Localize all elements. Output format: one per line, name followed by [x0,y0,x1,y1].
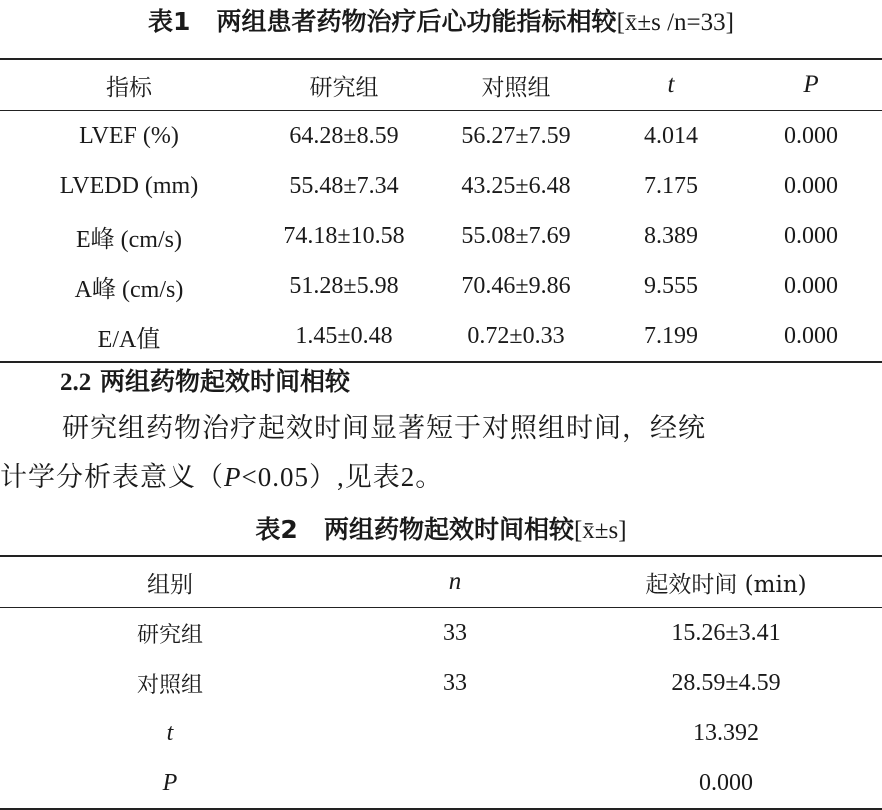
indicator-cell: E/A值 [97,326,161,353]
section-title: 两组药物起效时间相较 [99,367,350,396]
group-cell: 研究组 [136,621,203,647]
t-cell: 4.014 [644,122,698,149]
table1-header-row [0,59,882,111]
paragraph-line-1: 研究组药物治疗起效时间显著短于对照组时间，经统 [62,413,706,444]
study-cell: 1.45±0.48 [295,322,393,349]
study-cell: 74.18±10.58 [283,222,405,249]
control-cell: 43.25±6.48 [461,172,571,199]
p-cell: 0.000 [784,222,838,249]
control-cell: 56.27±7.59 [461,122,571,149]
table2-caption [0,510,882,550]
t-cell: 9.555 [644,272,698,299]
table2 [0,555,882,810]
table1-header-indicator: 指标 [0,59,258,111]
table2-caption-label: 表2 [255,515,298,544]
table1-caption-label: 表1 [148,7,191,36]
t-cell: 7.175 [644,172,698,199]
table-row [0,211,882,261]
empty-cell [340,758,570,809]
table-row [0,161,882,211]
paragraph-p-symbol: P [224,462,242,492]
table2-header-time: 起效时间 (min) [570,556,882,608]
n-cell: 33 [443,619,467,646]
p-cell: 0.000 [784,322,838,349]
study-cell: 51.28±5.98 [289,272,399,299]
paragraph-line-2 [0,453,882,502]
table1 [0,58,882,363]
n-cell: 33 [443,669,467,696]
table1-header-control: 对照组 [430,59,602,111]
table-row [0,311,882,362]
p-cell: 0.000 [784,272,838,299]
section-heading [60,362,350,398]
table1-caption-title: 两组患者药物治疗后心功能指标相较 [216,7,617,36]
section-number: 2.2 [60,369,92,396]
study-cell: 64.28±8.59 [289,122,399,149]
table2-caption-stat: [x̄±s] [573,517,627,544]
group-cell: 对照组 [136,671,203,697]
t-cell: 7.199 [644,322,698,349]
paragraph-line-2-b: <0.05）,见表2。 [241,462,444,492]
p-cell: 0.000 [784,122,838,149]
control-cell: 70.46±9.86 [461,272,571,299]
t-value-cell: 13.392 [693,719,759,746]
body-paragraph [0,405,882,502]
control-cell: 0.72±0.33 [467,322,565,349]
time-cell: 15.26±3.41 [671,619,781,646]
p-cell: 0.000 [784,172,838,199]
empty-cell [340,708,570,758]
table1-header-t: t [602,59,740,111]
table-row [0,758,882,809]
t-cell: 8.389 [644,222,698,249]
table-row [0,111,882,162]
table1-header-study: 研究组 [258,59,430,111]
indicator-cell: E峰 (cm/s) [76,226,182,253]
table2-caption-title: 两组药物起效时间相较 [323,515,574,544]
p-label-cell: P [162,769,178,796]
table-row [0,658,882,708]
indicator-cell: LVEDD (mm) [59,172,199,199]
study-cell: 55.48±7.34 [289,172,399,199]
t-label-cell: t [166,719,174,746]
time-cell: 28.59±4.59 [671,669,781,696]
table2-header-n: n [340,556,570,608]
p-value-cell: 0.000 [699,769,753,796]
table1-caption-stat: [x̄±s /n=33] [616,9,734,36]
control-cell: 55.08±7.69 [461,222,571,249]
table-row [0,261,882,311]
table1-caption [0,2,882,42]
indicator-cell: LVEF (%) [79,122,179,149]
table-row [0,608,882,659]
table-row [0,708,882,758]
table2-header-group: 组别 [0,556,340,608]
table2-header-row [0,556,882,608]
paragraph-line-2-a: 计学分析表意义（ [0,462,224,493]
table1-header-p: P [740,59,882,111]
indicator-cell: A峰 (cm/s) [74,276,184,303]
